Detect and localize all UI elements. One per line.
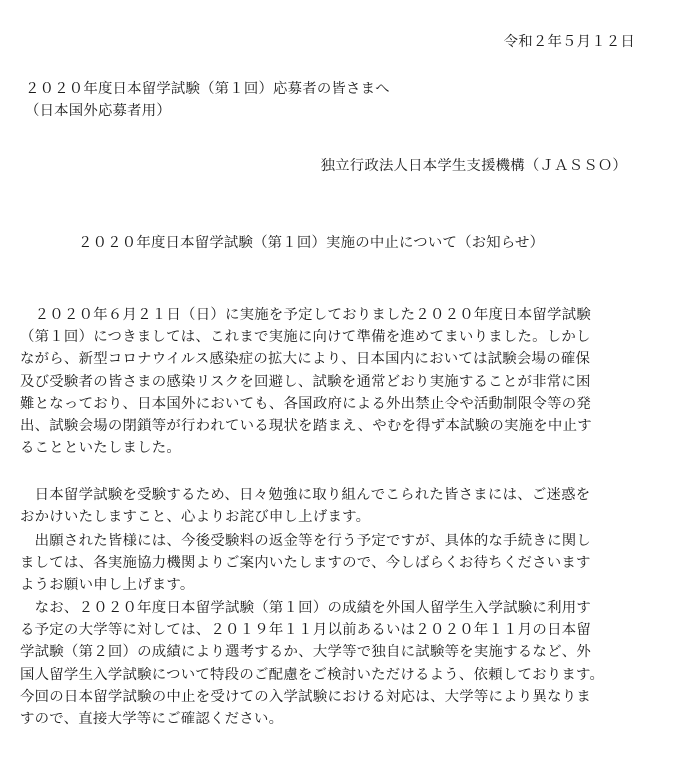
paragraph-line: 国人留学生入学試験について特段のご配慮をご検討いただけるよう、依頼しております。 [20,666,605,683]
paragraph-line: 日本留学試験を受験するため、日々勉強に取り組んでこられた皆さまには、ご迷惑を [20,487,591,503]
addressee-subline: （日本国外応募者用） [25,103,171,119]
paragraph-line: すので、直接大学等にご確認ください。 [20,711,284,728]
paragraph-line: 出、試験会場の閉鎖等が行われている現状を踏まえ、やむを得ず本試験の実施を中止す [20,418,592,435]
body-paragraph-apology [20,484,650,528]
sender-organization: 独立行政法人日本学生支援機構（ＪＡＳＳＯ） [320,158,627,174]
paragraph-line: ようお願い申し上げます。 [20,577,195,594]
addressee-line: ２０２０年度日本留学試験（第１回）応募者の皆さまへ [25,81,390,97]
paragraph-line: 出願された皆様には、今後受験料の返金等を行う予定ですが、具体的な手続きに関し [20,533,591,549]
body-paragraph-refund [20,530,650,597]
paragraph-line: ることといたしました。 [20,440,182,457]
document-date: 令和２年５月１２日 [503,34,635,50]
body-paragraph-universities [20,597,650,730]
paragraph-line: る予定の大学等に対しては、２０１９年１１月以前あるいは２０２０年１１月の日本留 [20,622,591,639]
document-subject: ２０２０年度日本留学試験（第１回）実施の中止について（お知らせ） [78,235,545,251]
body-paragraph-cancellation [20,304,650,459]
paragraph-line: 学試験（第２回）の成績により選考するか、大学等で独自に試験等を実施するなど、外 [20,644,591,661]
paragraph-line: おかけいたしますこと、心よりお詫び申し上げます。 [20,509,371,526]
paragraph-line: 今回の日本留学試験の中止を受けての入学試験における対応は、大学等により異なりま [20,688,591,705]
paragraph-line: （第１回）につきましては、これまで実施に向けて準備を進めてまいりました。しかし [20,329,591,346]
paragraph-line: ２０２０年６月２１日（日）に実施を予定しておりました２０２０年度日本留学試験 [20,307,591,323]
paragraph-line: ましては、各実施協力機関よりご案内いたしますので、今しばらくお待ちくださいます [20,555,591,572]
paragraph-line: 難となっており、日本国外においても、各国政府による外出禁止令や活動制限令等の発 [20,395,591,412]
paragraph-line: ながら、新型コロナウイルス感染症の拡大により、日本国内においては試験会場の確保 [20,351,591,368]
paragraph-line: 及び受験者の皆さまの感染リスクを回避し、試験を通常どおり実施することが非常に困 [20,373,591,390]
paragraph-line: なお、２０２０年度日本留学試験（第１回）の成績を外国人留学生入学試験に利用す [20,600,591,616]
